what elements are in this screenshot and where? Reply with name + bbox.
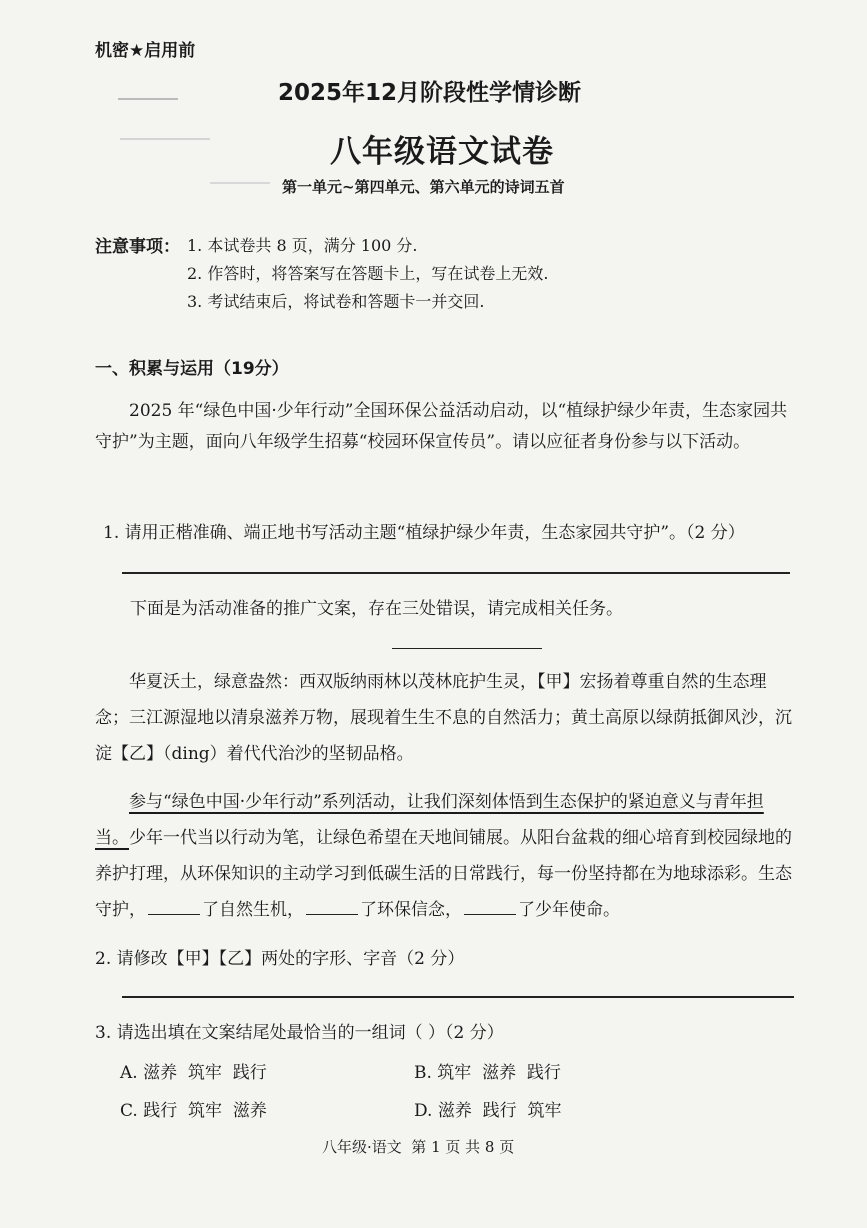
question-3: 3. 请选出填在文案结尾处最恰当的一组词（ ）（2 分） [95,1023,504,1043]
notice-item: 3. 考试结束后，将试卷和答题卡一并交回. [187,292,485,311]
fill-blank-1 [148,914,200,915]
promo-paragraph-2-body: 少年一代当以行动为笔，让绿色希望在天地间铺展。从阳台盆栽的细心培育到校园绿地的养护打理，从环保知识的主动学习到低碳生活的日常践行，每一份坚持都在为地球添彩。生态守护， [95,828,792,921]
answer-line [122,996,794,998]
secret-mark: 机密★启用前 [95,41,196,61]
promo-intro: 下面是为活动准备的推广文案，存在三处错误，请完成相关任务。 [130,599,623,619]
notice-item: 1. 本试卷共 8 页，满分 100 分. [187,236,418,255]
question-2: 2. 请修改【甲】【乙】两处的字形、字音（2 分） [95,949,465,969]
scan-mark [120,138,210,140]
fill-blank-2 [306,914,358,915]
question-1: 1. 请用正楷准确、端正地书写活动主题“植绿护绿少年责，生态家园共守护”。（2 分） [103,523,745,543]
paper-title: 八年级语文试卷 [330,134,554,170]
exam-title: 2025年12月阶段性学情诊断 [278,80,582,106]
page-footer: 八年级·语文 第 1 页 共 8 页 [322,1138,515,1156]
scan-mark [118,98,178,100]
underlined-sentence: 参与“绿色中国·少年行动”系列活动，让我们深刻体悟到生态保护的紧迫意义与青年担当。 [95,792,764,849]
fill-blank-3 [464,914,516,915]
option-c: C. 践行 筑牢 滋养 [120,1101,267,1121]
section-heading: 一、积累与运用（19分） [95,359,289,379]
notice-item: 2. 作答时，将答案写在答题卡上，写在试卷上无效. [187,264,549,283]
option-b: B. 筑牢 滋养 践行 [414,1063,561,1083]
title-blank-line [392,648,542,649]
blank-1-followup: 了自然生机， [202,900,304,921]
section-intro: 2025 年“绿色中国·少年行动”全国环保公益活动启动，以“植绿护绿少年责，生态家园共守护”为主题，面向八年级学生招募“校园环保宣传员”。请以应征者身份参与以下活动。 [95,401,788,452]
blank-3-followup: 了少年使命。 [518,900,620,921]
option-a: A. 滋养 筑牢 践行 [120,1063,267,1083]
answer-line [122,572,790,574]
option-d: D. 滋养 践行 筑牢 [414,1101,562,1121]
promo-paragraph-2 [95,784,795,928]
blank-2-followup: 了环保信念， [360,900,462,921]
scope-subtitle: 第一单元~第四单元、第六单元的诗词五首 [282,178,565,196]
promo-paragraph-1: 华夏沃土，绿意盎然：西双版纳雨林以茂林庇护生灵，【甲】宏扬着尊重自然的生态理念；三江源湿地以清泉滋养万物，展现着生生不息的自然活力；黄土高原以绿荫抵御风沙，沉淀【乙】（ding）着代代治沙的坚韧品格。 [95,672,792,765]
notice-label: 注意事项： [95,237,180,257]
scan-mark [210,182,270,184]
